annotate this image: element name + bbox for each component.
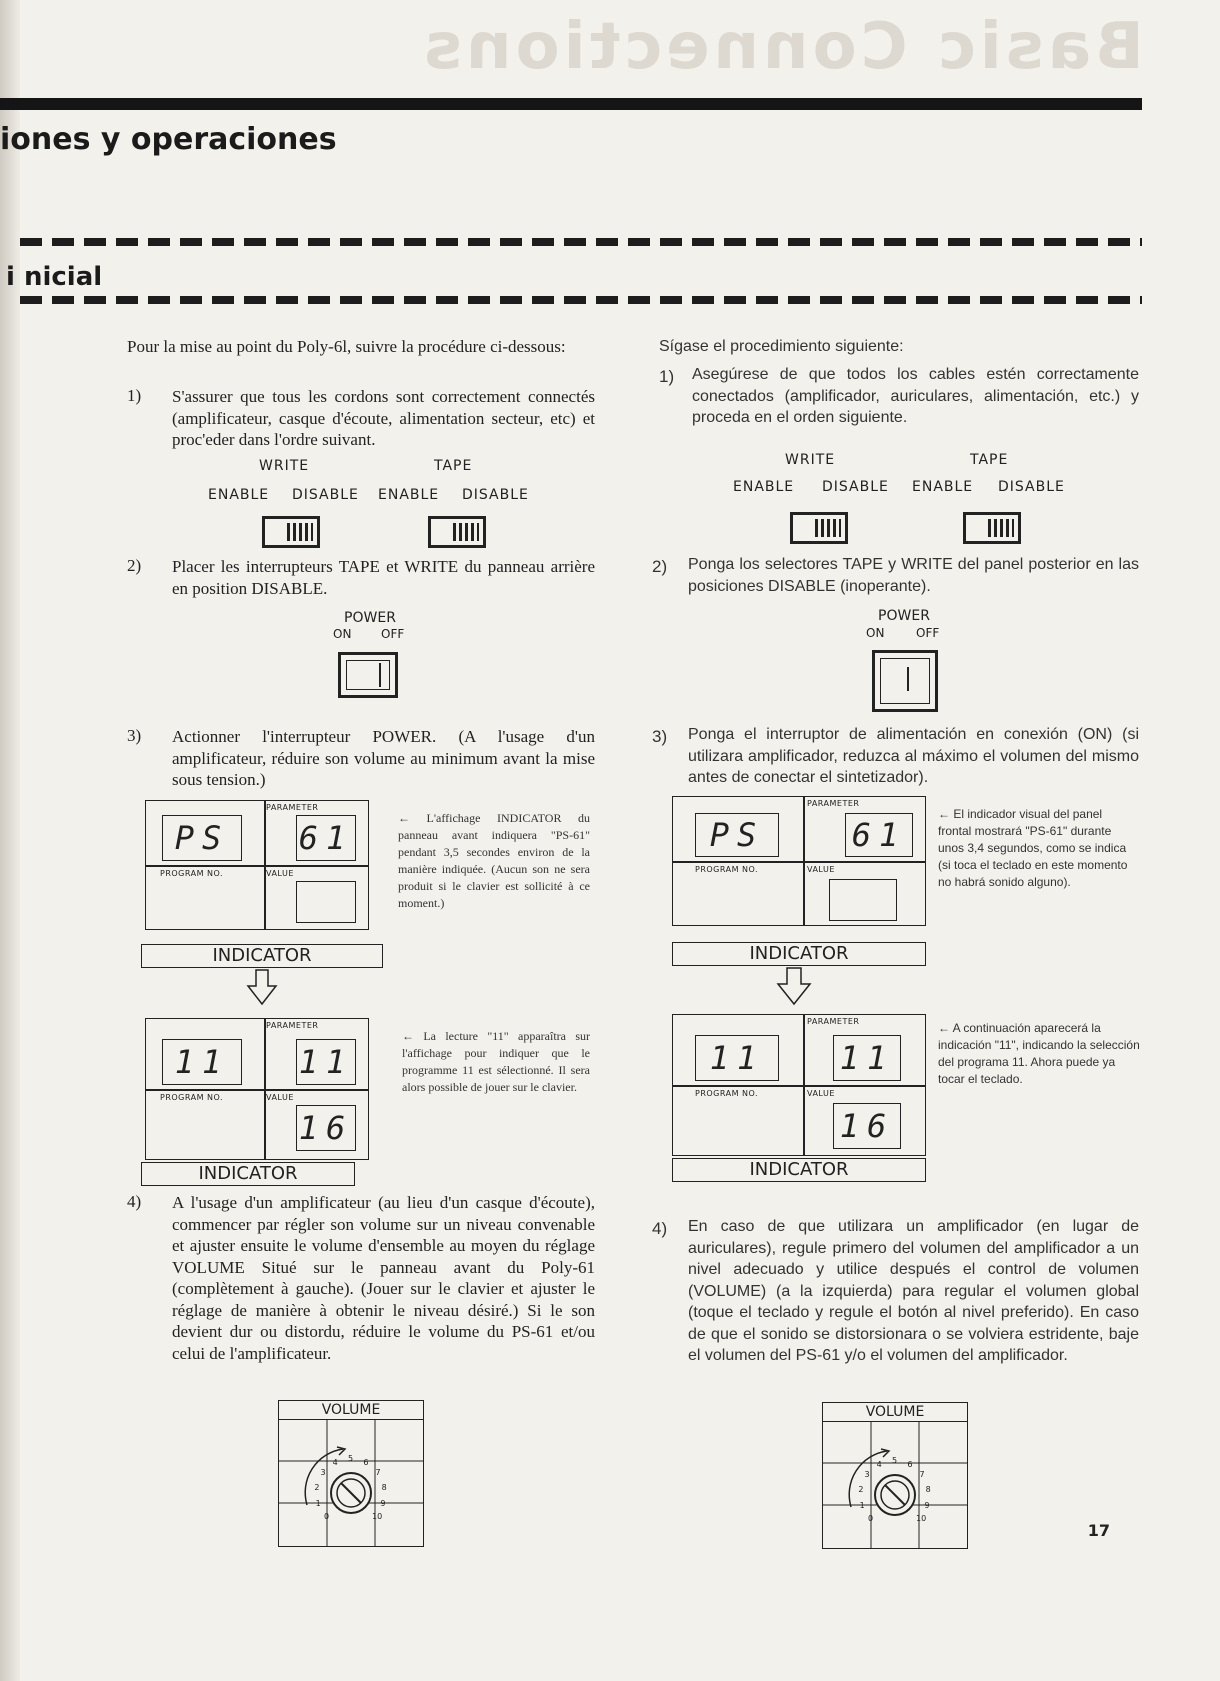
es-enable-label-1: ENABLE: [733, 479, 795, 495]
fr-intro: Pour la mise au point du Poly-6l, suivre la procédure ci-dessous:: [127, 337, 566, 356]
fr-display-panel-2: [145, 1018, 369, 1160]
es-display-panel-1: [672, 796, 926, 926]
fr-step4-number: 4): [127, 1192, 142, 1211]
volume-tick-label: 2: [858, 1484, 864, 1494]
es-tape-switch: [963, 512, 1021, 544]
volume-tick-label: 6: [363, 1457, 369, 1467]
volume-tick-label: 1: [859, 1500, 865, 1510]
fr-side-note-2: ← La lecture "11" apparaîtra sur l'affichage pour indiquer que le programme 11 est sélectionné. Il sera alors possible de jouer sur le clavier.: [402, 1029, 590, 1094]
es-step4-number: 4): [652, 1219, 668, 1238]
down-arrow-icon: [776, 966, 812, 1006]
fr-power-switch: [338, 652, 398, 698]
es-write-switch: [790, 512, 848, 544]
fr-step2-text: Placer les interrupteurs TAPE et WRITE du panneau arrière en position DISABLE.: [172, 557, 595, 598]
es-step3-text: Ponga el interruptor de alimentación en conexión (ON) (si utilizara amplificador, reduzca al máximo el volumen del mismo antes de conectar el sintetizador).: [688, 726, 1139, 786]
volume-tick-label: 3: [320, 1468, 326, 1477]
fr-step3-text: Actionner l'interrupteur POWER. (A l'usage d'un amplificateur, réduire son volume au minimum avant la mise sous tension.): [172, 727, 595, 789]
fr-step1-text: S'assurer que tous les cordons sont correctement connectés (amplificateur, casque d'écoute, alimentation secteur, etc) et proc'eder dans l'ordre suivant.: [172, 387, 595, 449]
page-number: 17: [1087, 1521, 1110, 1540]
program-display: PS: [695, 813, 779, 857]
fr-tape-switch: [428, 516, 486, 548]
volume-tick-label: 0: [323, 1512, 330, 1522]
parameter-display: 61: [296, 815, 356, 861]
page-binding-shadow: [0, 0, 20, 1681]
value-label: VALUE: [807, 865, 835, 874]
parameter-label: PARAMETER: [266, 803, 319, 812]
value-label: VALUE: [266, 869, 294, 878]
es-tape-label: TAPE: [970, 452, 1009, 468]
fr-step4-text: A l'usage d'un amplificateur (au lieu d'un casque d'écoute), commencer par régler son volume sur un niveau convenable et ajuster ensuite le volume d'ensemble au moyen du réglage VOLUME Situé sur le panneau avant du Poly-61 (complètement à gauche). (Jouer sur le clavier et ajuster le réglage de manière à obtenir le niveau désiré.) Si le son devient dur ou distordu, réduire le volume du PS-61 et/ou celui de l'amplificateur.: [172, 1193, 595, 1363]
fr-step1-number: 1): [127, 386, 142, 405]
fr-side-note-1: ← L'affichage INDICATOR du panneau avant indiquera "PS-61" pendant 3,5 secondes environ de la manière indiquée. (Aucun son ne sera produit si le clavier est sollicité à ce moment.): [398, 811, 590, 910]
volume-knob-icon: [823, 1421, 967, 1548]
fr-enable-label-1: ENABLE: [208, 487, 270, 503]
fr-tape-label: TAPE: [434, 458, 473, 474]
es-power-on: ON: [866, 626, 885, 640]
es-step4-text: En caso de que utilizara un amplificador (en lugar de auriculares), regule primero del volumen del amplificador a un nivel adecuado y utilice después el control de volumen (VOLUME) (a la izquierda) para regular el volumen global (toque el teclado y regule el botón al nivel preferido). En caso de que el sonido se distorsionara o se volviera estridente, baje el volumen del PS-61 y/o el volumen del amplificador.: [688, 1218, 1139, 1364]
value-display: 16: [296, 1105, 356, 1151]
volume-tick-label: 3: [864, 1470, 870, 1479]
fr-disable-label-1: DISABLE: [292, 487, 359, 503]
volume-tick-label: 8: [381, 1482, 387, 1492]
program-display: 11: [695, 1035, 779, 1081]
parameter-display: 11: [296, 1039, 356, 1085]
section-subtitle: i nicial: [6, 262, 103, 292]
fr-indicator-label-2: INDICATOR: [141, 1162, 355, 1186]
fr-disable-label-2: DISABLE: [462, 487, 529, 503]
es-power-switch: [872, 650, 938, 712]
program-no-label: PROGRAM NO.: [695, 1089, 759, 1098]
fr-power-on: ON: [333, 627, 352, 641]
es-step3-number: 3): [652, 727, 668, 746]
program-display: 11: [162, 1039, 242, 1085]
fr-indicator-label-1: INDICATOR: [141, 944, 383, 968]
es-disable-label-2: DISABLE: [998, 479, 1065, 495]
volume-tick-label: 4: [332, 1457, 338, 1467]
es-step2-number: 2): [652, 557, 668, 576]
fr-write-switch: [262, 516, 320, 548]
es-intro: Sígase el procedimiento siguiente:: [659, 338, 904, 355]
parameter-label: PARAMETER: [266, 1021, 319, 1030]
program-display: PS: [162, 815, 242, 861]
volume-tick-label: 9: [380, 1498, 386, 1508]
program-no-label: PROGRAM NO.: [695, 865, 759, 874]
volume-tick-label: 4: [876, 1459, 882, 1469]
parameter-label: PARAMETER: [807, 1017, 860, 1026]
bleed-through-text: Basic Connections: [420, 10, 1144, 84]
es-volume-box: [822, 1402, 968, 1549]
volume-tick-label: 7: [919, 1470, 925, 1479]
fr-power-off: OFF: [381, 627, 405, 641]
value-display: 16: [833, 1103, 901, 1149]
volume-tick-label: 2: [314, 1482, 320, 1492]
es-display-panel-2: [672, 1014, 926, 1156]
program-no-label: PROGRAM NO.: [160, 1093, 224, 1102]
volume-tick-label: 0: [867, 1514, 874, 1524]
volume-tick-label: 9: [924, 1500, 930, 1510]
volume-label: VOLUME: [823, 1403, 967, 1422]
es-indicator-label-1: INDICATOR: [672, 942, 926, 966]
volume-tick-label: 7: [375, 1468, 381, 1477]
volume-tick-label: 10: [916, 1514, 927, 1524]
fr-power-label: POWER: [344, 610, 396, 626]
volume-tick-label: 1: [315, 1498, 321, 1508]
es-disable-label-1: DISABLE: [822, 479, 889, 495]
es-enable-label-2: ENABLE: [912, 479, 974, 495]
volume-tick-label: 8: [925, 1484, 931, 1494]
es-power-off: OFF: [916, 626, 940, 640]
fr-enable-label-2: ENABLE: [378, 487, 440, 503]
parameter-display: 11: [833, 1035, 901, 1081]
es-indicator-label-2: INDICATOR: [672, 1158, 926, 1182]
volume-tick-label: 5: [348, 1454, 354, 1463]
es-step1-text: Asegúrese de que todos los cables estén correctamente conectados (amplificador, auriculares, alimentación, etc.) y proceda en el orden siguiente.: [692, 366, 1139, 426]
header-rule: [0, 98, 1142, 110]
program-no-label: PROGRAM NO.: [160, 869, 224, 878]
value-label: VALUE: [807, 1089, 835, 1098]
volume-tick-label: 6: [907, 1459, 913, 1469]
es-power-label: POWER: [878, 608, 930, 624]
fr-write-label: WRITE: [259, 458, 310, 474]
section-title: iones y operaciones: [0, 122, 337, 157]
fr-volume-box: [278, 1400, 424, 1547]
es-step2-text: Ponga los selectores TAPE y WRITE del panel posterior en las posiciones DISABLE (inoperante).: [688, 556, 1139, 595]
es-write-label: WRITE: [785, 452, 836, 468]
parameter-display: 61: [845, 813, 913, 857]
parameter-label: PARAMETER: [807, 799, 860, 808]
fr-step2-number: 2): [127, 556, 142, 575]
volume-knob-icon: [279, 1419, 423, 1546]
dashed-rule-top: [20, 238, 1142, 246]
es-side-note-2: ← A continuación aparecerá la indicación "11", indicando la selección del programa 11. Ahora puede ya tocar el teclado.: [938, 1021, 1140, 1086]
dashed-rule-bottom: [20, 296, 1142, 304]
volume-tick-label: 10: [372, 1512, 383, 1522]
down-arrow-icon: [246, 968, 278, 1006]
es-side-note-1: ← El indicador visual del panel frontal mostrará "PS-61" durante unos 3,4 segundos, como se indica (si toca el teclado en este momento no habrá sonido alguno).: [938, 807, 1128, 889]
volume-label: VOLUME: [279, 1401, 423, 1420]
value-label: VALUE: [266, 1093, 294, 1102]
fr-step3-number: 3): [127, 726, 142, 745]
fr-display-panel-1: [145, 800, 369, 930]
es-step1-number: 1): [659, 367, 675, 386]
volume-tick-label: 5: [892, 1456, 898, 1465]
